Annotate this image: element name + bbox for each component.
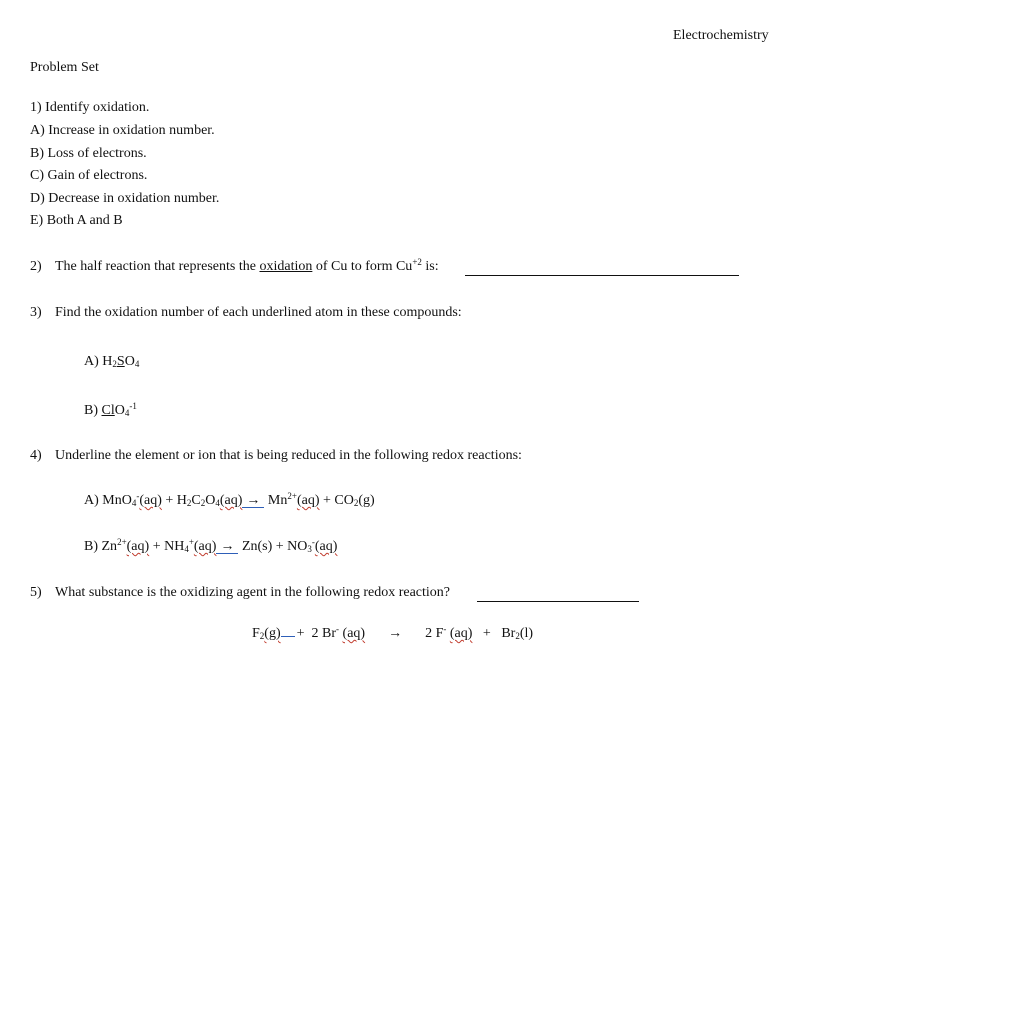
q4-number: 4)	[30, 448, 42, 463]
q5-prompt: What substance is the oxidizing agent in the following redox reaction?	[55, 585, 450, 600]
header-title: Electrochemistry	[673, 28, 769, 43]
q3-compound-b: B) ClO$_4^{-1}$	[84, 401, 137, 418]
q5-number: 5)	[30, 585, 42, 600]
q1-prompt: 1) Identify oxidation.	[30, 100, 150, 115]
q3-prompt: Find the oxidation number of each underlined atom in these compounds:	[55, 305, 462, 320]
q2-number: 2)	[30, 259, 42, 274]
q1-option-a: A) Increase in oxidation number.	[30, 123, 215, 138]
q3-compound-a: A) $H_2SO_4$	[84, 354, 140, 369]
doc-title: Problem Set	[30, 60, 99, 75]
q3-a-underlined-atom: S	[116, 354, 125, 369]
q4-reaction-b: B) $Zn^{2+}(aq) + NH_4^+(aq) \to Zn(s) + NO_3^-(aq)$	[84, 537, 338, 554]
q2-sup: +2	[412, 257, 422, 267]
q1-option-b: B) Loss of electrons.	[30, 146, 147, 161]
q4-prompt: Underline the element or ion that is being reduced in the following redox reactions:	[55, 448, 522, 463]
q2-post: is:	[421, 259, 439, 274]
q1-option-e: E) Both A and B	[30, 213, 123, 228]
q3-b-underlined-atom: Cl	[101, 403, 115, 418]
q2-underlined: oxidation	[259, 259, 313, 274]
q2-answer-blank[interactable]	[465, 263, 739, 276]
q2-text	[55, 257, 439, 274]
q1-option-d: D) Decrease in oxidation number.	[30, 191, 220, 206]
q5-answer-blank[interactable]	[477, 589, 639, 602]
q4-reaction-a: A) $MnO_4^-(aq) + H_2C_2O_4(aq) \to Mn^{2+}(aq) + CO_2(g)$	[84, 491, 375, 508]
q5-underline-gap	[281, 623, 295, 637]
q2-pre: The half reaction that represents the	[55, 259, 260, 274]
q3-number: 3)	[30, 305, 42, 320]
q2-mid: of Cu to form Cu	[312, 259, 413, 274]
q5-arrow: →	[388, 626, 403, 641]
q4-a-arrow: →	[242, 495, 264, 508]
q5-reaction: $F_2(g) + 2$ Br- (aq) → 2 F- (aq) + $Br_2(l)$	[252, 624, 534, 641]
q1-option-c: C) Gain of electrons.	[30, 168, 148, 183]
q4-b-arrow: →	[216, 541, 238, 554]
